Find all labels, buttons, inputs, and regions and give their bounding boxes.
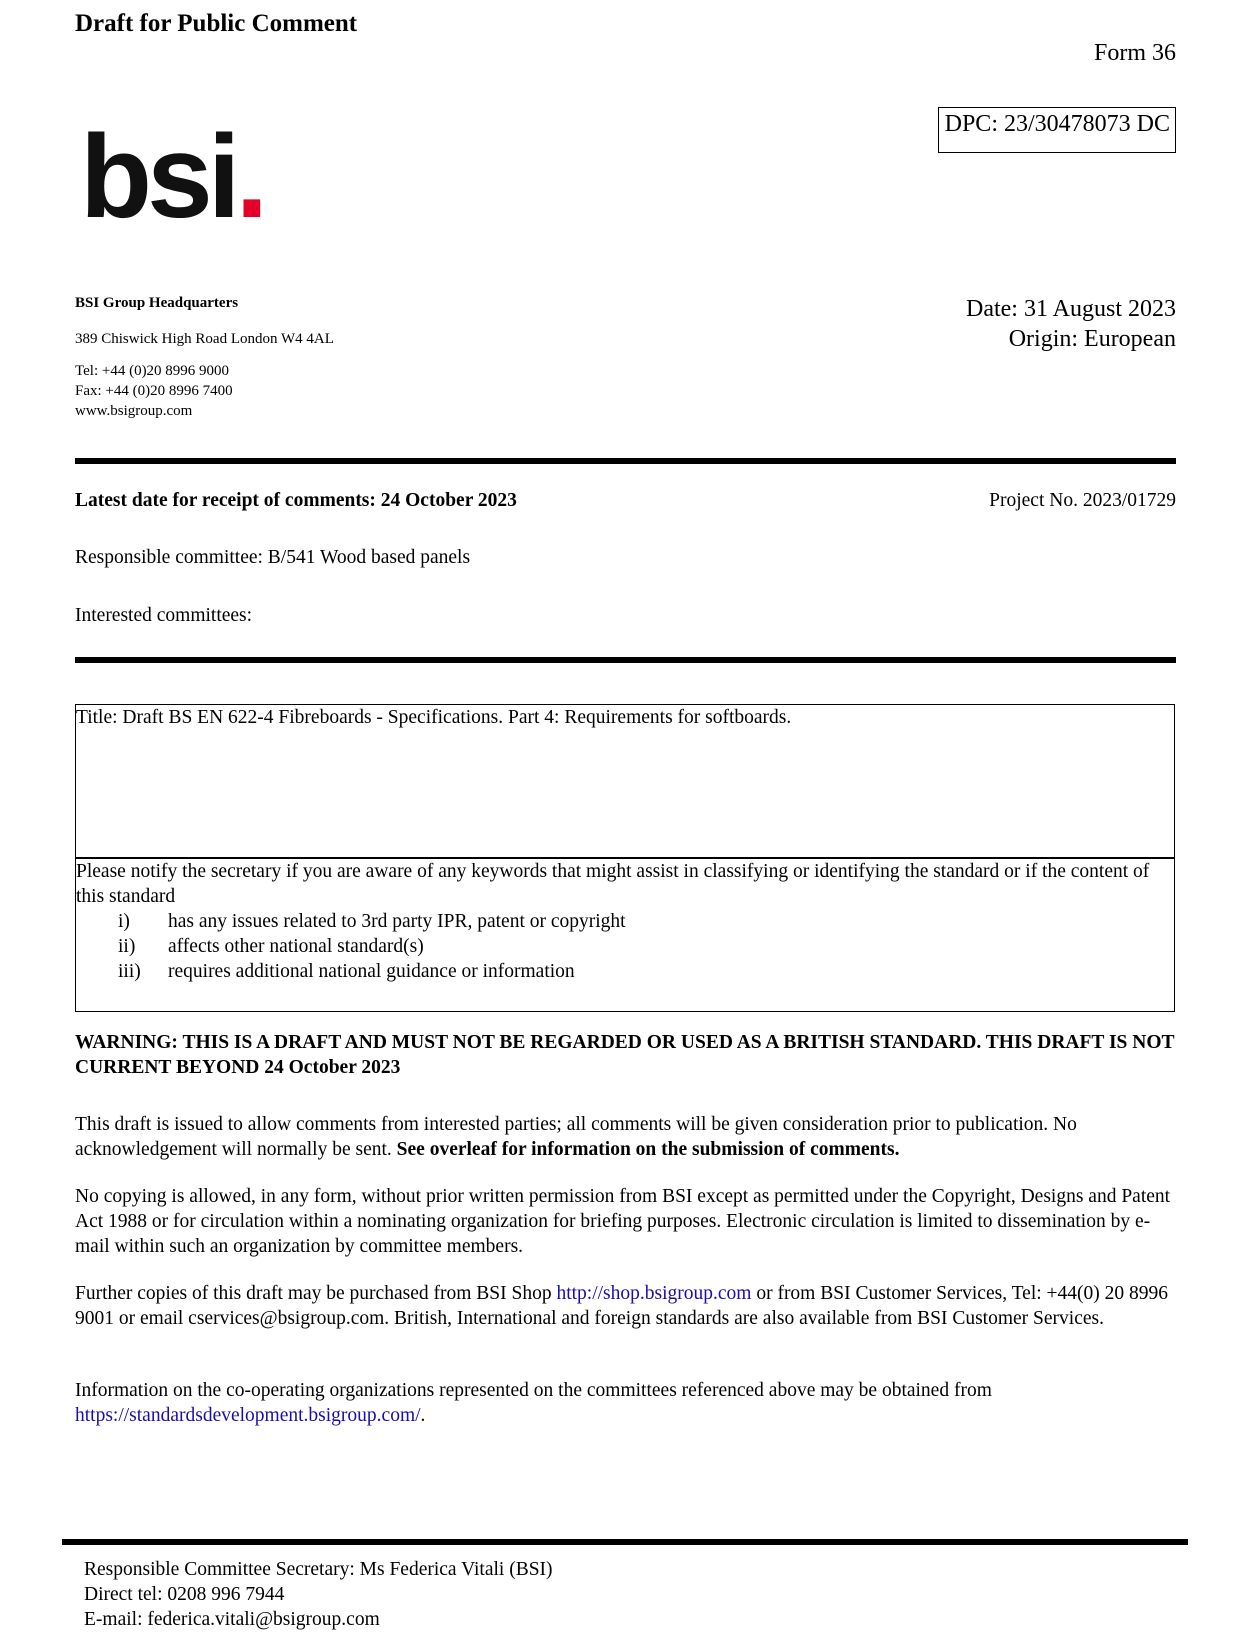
standards-development-link[interactable]: https://standardsdevelopment.bsigroup.com/ [75,1405,421,1426]
standard-title: Title: Draft BS EN 622-4 Fibreboards - Specifications. Part 4: Requirements for softboards. [76,707,792,728]
draft-warning: WARNING: THIS IS A DRAFT AND MUST NOT BE REGARDED OR USED AS A BRITISH STANDARD. THIS DRAFT IS NOT CURRENT BEYOND 24 October 2023 [75,1032,1175,1078]
dpc-reference: DPC: 23/30478073 DC [944,111,1170,137]
list-item-text: requires additional national guidance or information [168,961,575,982]
paragraph-copying: No copying is allowed, in any form, without prior written permission from BSI except as permitted under the Copyright, Designs and Patent Act 1988 or for circulation within a nominating organization for briefing purposes. Electronic circulation is limited to dissemination by e-mail within such an organization by committee members. [75,1186,1171,1257]
secretary-tel: Direct tel: 0208 996 7944 [84,1584,285,1605]
list-item-text: has any issues related to 3rd party IPR, patent or copyright [168,911,626,932]
list-item-number: ii) [118,936,136,957]
bsi-logo [80,111,264,243]
hq-website[interactable]: www.bsigroup.com [75,403,193,419]
logo-text: bsi [80,111,236,243]
overleaf-note: See overleaf for information on the submission of comments. [396,1139,900,1160]
notify-box [75,857,1175,1012]
divider-middle [75,657,1176,663]
divider-footer [62,1539,1188,1545]
hq-fax: Fax: +44 (0)20 8996 7400 [75,383,233,399]
comments-text: This draft is issued to allow comments from interested parties; all comments will be given consideration prior to publication. No acknowledgement will normally be sent. [75,1114,1077,1160]
secretary-email[interactable]: E-mail: federica.vitali@bsigroup.com [84,1609,380,1630]
project-number: Project No. 2023/01729 [989,490,1176,511]
list-item [76,909,1174,934]
interested-committees: Interested committees: [75,605,253,626]
logo-dot: . [235,111,264,243]
notify-intro: Please notify the secretary if you are aware of any keywords that might assist in classifying or identifying the standard or if the content of this standard [76,861,1150,907]
notify-list [76,909,1174,984]
list-item-text: affects other national standard(s) [168,936,424,957]
hq-address: 389 Chiswick High Road London W4 4AL [75,331,334,347]
document-date: Date: 31 August 2023 [966,296,1176,322]
dpc-reference-box [938,107,1176,153]
copies-text-end: or from BSI Customer Services, Tel: +44(0) 20 8996 9001 or email cservices@bsigroup.com. British, International and foreign standards are also available from BSI Customer Services. [75,1283,1169,1329]
list-item [76,934,1174,959]
title-box [75,704,1175,859]
form-number: Form 36 [1093,40,1176,66]
latest-comment-date: Latest date for receipt of comments: 24 October 2023 [75,490,517,511]
document-heading: Draft for Public Comment [75,10,358,37]
shop-link[interactable]: http://shop.bsigroup.com [556,1283,752,1304]
hq-title: BSI Group Headquarters [75,295,239,311]
list-item-number: i) [118,911,130,932]
paragraph-copies [75,1281,1181,1331]
responsible-committee: Responsible committee: B/541 Wood based panels [75,547,471,568]
committee-secretary: Responsible Committee Secretary: Ms Federica Vitali (BSI) [84,1559,553,1580]
divider-top [75,458,1176,464]
footer-contact [84,1557,553,1632]
copies-text-start: Further copies of this draft may be purchased from BSI Shop [75,1283,557,1304]
list-item [76,959,1174,984]
paragraph-organizations [75,1378,1181,1428]
organizations-text-end: . [420,1405,426,1426]
document-meta [966,294,1176,354]
hq-contact [75,361,233,421]
organizations-text: Information on the co-operating organizations represented on the committees referenced above may be obtained from [75,1380,992,1401]
list-item-number: iii) [118,961,141,982]
hq-tel: Tel: +44 (0)20 8996 9000 [75,363,230,379]
document-origin: Origin: European [1008,326,1176,352]
paragraph-comments [75,1112,1181,1162]
